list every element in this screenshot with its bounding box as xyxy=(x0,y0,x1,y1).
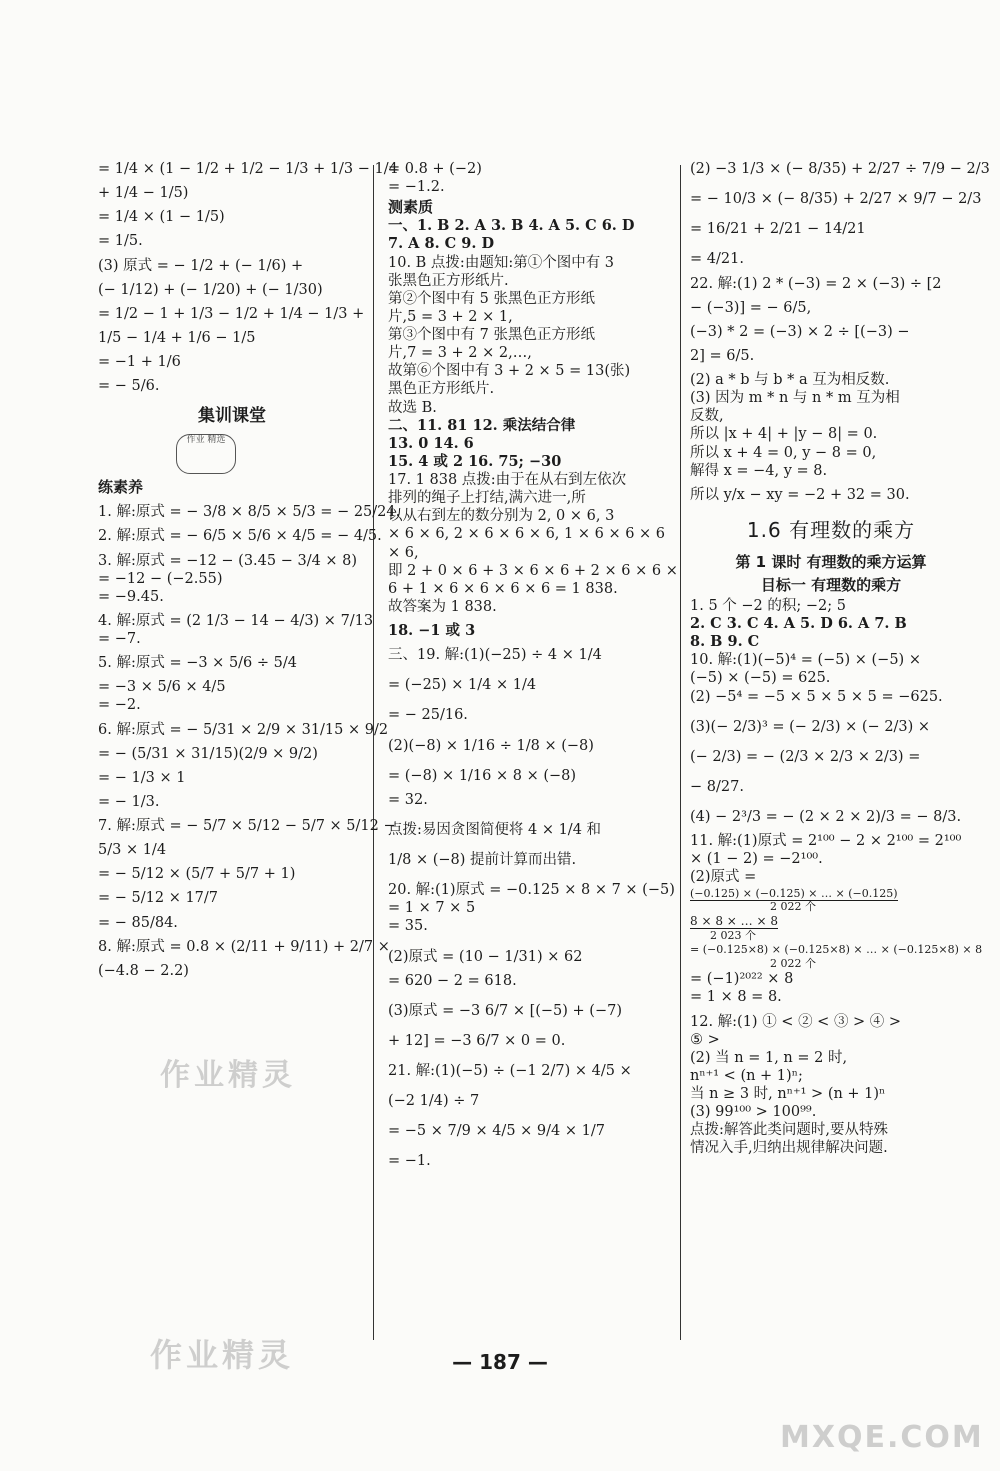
answer-line: 第③个图中有 7 张黑色正方形纸 xyxy=(388,327,595,343)
column-3 xyxy=(690,160,990,1361)
answer-line: = − 25/16. xyxy=(388,707,468,724)
answer-line: 1. 解:原式 = − 3/8 × 8/5 × 5/3 = − 25/24. xyxy=(98,504,401,521)
answer-line: (2) 当 n = 1, n = 2 时, xyxy=(690,1049,848,1066)
answer-line: = −5 × 7/9 × 4/5 × 9/4 × 1/7 xyxy=(388,1123,605,1140)
text-line: 1/5 − 1/4 + 1/6 − 1/5 xyxy=(98,329,256,346)
text-line: = −1 + 1/6 xyxy=(98,354,181,370)
answer-line: × (1 − 2) = −2¹⁰⁰. xyxy=(690,851,823,868)
answer-line: 第②个图中有 5 张黑色正方形纸 xyxy=(388,290,595,307)
answer-line: 6 + 1 × 6 × 6 × 6 × 6 = 1 838. xyxy=(388,580,618,597)
answer-line: (−2 1/4) ÷ 7 xyxy=(388,1093,480,1110)
answer-line: (3) 99¹⁰⁰ > 100⁹⁹. xyxy=(690,1104,817,1121)
lesson-heading: 第 1 课时 有理数的乘方运算 xyxy=(735,552,927,571)
answer-line: − 8/27. xyxy=(690,778,744,795)
answer-line: + 12] = −3 6/7 × 0 = 0. xyxy=(388,1032,566,1049)
answer-line: 21. 解:(1)(−5) ÷ (−1 2/7) × 4/5 × xyxy=(388,1063,632,1079)
text-line: = 1/4 × (1 − 1/5) xyxy=(98,209,225,226)
answer-line: 反数, xyxy=(690,408,724,425)
answer-line: = 1 × 7 × 5 xyxy=(388,900,476,917)
answer-line: nⁿ⁺¹ < (n + 1)ⁿ; xyxy=(690,1067,803,1084)
answer-line: × 6, xyxy=(388,544,419,561)
answer-line: (2) a * b 与 b * a 互为相反数. xyxy=(690,372,890,388)
column-divider-1 xyxy=(373,165,374,1340)
answer-line: 22. 解:(1) 2 * (−3) = 2 × (−3) ÷ [2 xyxy=(690,275,942,292)
answer-line: = −7. xyxy=(98,631,141,647)
answer-line: = −3 × 5/6 × 4/5 xyxy=(98,679,226,696)
answer-line: = (−0.125×8) × (−0.125×8) × … × (−0.125×8) × 8 xyxy=(690,942,983,956)
answer-line: = −12 − (−2.55) xyxy=(98,570,223,587)
answer-line: (3) 因为 m * n 与 n * m 互为相 xyxy=(690,390,900,407)
answer-line: (− 2/3) = − (2/3 × 2/3 × 2/3) = xyxy=(690,748,921,765)
answer-line: = − 10/3 × (− 8/35) + 2/27 × 9/7 − 2/3 xyxy=(690,191,982,208)
answer-line: 4. 解:原式 = (2 1/3 − 14 − 4/3) × 7/13 xyxy=(98,612,374,629)
answer-line: (3)(− 2/3)³ = (− 2/3) × (− 2/3) × xyxy=(690,718,931,735)
answer-line: 黑色正方形纸片. xyxy=(388,381,495,398)
answer-line: 当 n ≥ 3 时, nⁿ⁺¹ > (n + 1)ⁿ xyxy=(690,1086,886,1102)
answer-line: 排列的绳子上打结,满六进一,所 xyxy=(388,490,586,507)
answer-line: = 16/21 + 2/21 − 14/21 xyxy=(690,221,866,238)
answer-line: − (−3)] = − 6/5, xyxy=(690,299,812,316)
watermark: 作业精灵 xyxy=(150,1336,295,1374)
answer-line: (2)原式 = (10 − 1/31) × 62 xyxy=(388,948,583,965)
watermark: MXQE.COM xyxy=(780,1420,984,1455)
stamp-logo: 作业 精选 xyxy=(176,434,236,474)
answer-line: 13. 0 14. 6 xyxy=(388,434,474,452)
answer-line: = 4/21. xyxy=(690,251,744,268)
answer-line: 8. B 9. C xyxy=(690,633,760,651)
answer-line: 故第⑥个图中有 3 + 2 × 5 = 13(张) xyxy=(388,363,631,380)
answer-line: 以从右到左的数分别为 2, 0 × 6, 3 xyxy=(388,508,615,525)
answer-line: 8. 解:原式 = 0.8 × (2/11 + 9/11) + 2/7 × xyxy=(98,938,390,955)
text-line: = 1/2 − 1 + 1/3 − 1/2 + 1/4 − 1/3 + xyxy=(98,305,365,322)
answer-line: 故答案为 1 838. xyxy=(388,598,497,615)
answer-line: 5/3 × 1/4 xyxy=(98,842,167,859)
text-line: = 1/5. xyxy=(98,233,143,250)
answer-line: (2) −3 1/3 × (− 8/35) + 2/27 ÷ 7/9 − 2/3 xyxy=(690,161,990,177)
answer-line: 5. 解:原式 = −3 × 5/6 ÷ 5/4 xyxy=(98,655,297,672)
page-number: — 187 — xyxy=(452,1350,548,1374)
watermark: 作业精灵 xyxy=(160,1058,296,1093)
answer-line: = 32. xyxy=(388,791,428,808)
answer-line: 2. 解:原式 = − 6/5 × 5/6 × 4/5 = − 4/5. xyxy=(98,528,382,545)
answer-line: = − 85/84. xyxy=(98,914,178,931)
answer-line: 一、1. B 2. A 3. B 4. A 5. C 6. D xyxy=(388,217,635,235)
subsection-heading: 测素质 xyxy=(388,198,434,217)
answer-line: (2)(−8) × 1/16 ÷ 1/8 × (−8) xyxy=(388,737,594,754)
answer-line: = −1. xyxy=(388,1153,431,1170)
answer-line: = −2. xyxy=(98,697,141,714)
answer-line: = 35. xyxy=(388,918,428,935)
answer-line: (2)原式 = xyxy=(690,869,757,886)
answer-line: ⑤ > xyxy=(690,1031,720,1048)
answer-line: 2 022 个 xyxy=(770,956,816,970)
answer-line: 故选 B. xyxy=(388,399,437,416)
answer-line: 7. 解:原式 = − 5/7 × 5/12 − 5/7 × 5/12 − xyxy=(98,818,396,834)
text-line: (3) 原式 = − 1/2 + (− 1/6) + xyxy=(98,257,304,274)
answer-line: 所以 y/x − xy = −2 + 32 = 30. xyxy=(690,486,910,503)
answer-line: 8 × 8 × … × 8 xyxy=(690,914,778,928)
answer-line: 1/8 × (−8) 提前计算而出错. xyxy=(388,852,577,868)
answer-line: 所以 |x + 4| + |y − 8| = 0. xyxy=(690,426,878,443)
subsection-heading: 练素养 xyxy=(98,478,144,497)
answer-line: = 620 − 2 = 618. xyxy=(388,972,517,989)
answer-line: = (−8) × 1/16 × 8 × (−8) xyxy=(388,767,577,784)
answer-line: 即 2 + 0 × 6 + 3 × 6 × 6 + 2 × 6 × 6 × xyxy=(388,562,678,579)
answer-line: = − 5/12 × 17/7 xyxy=(98,890,219,907)
answer-line: = (−25) × 1/4 × 1/4 xyxy=(388,677,537,694)
answer-line: = − 1/3 × 1 xyxy=(98,769,186,786)
section-heading: 1.6 有理数的乘方 xyxy=(746,517,916,542)
answer-line: 情况入手,归纳出规律解决问题. xyxy=(690,1140,888,1157)
answer-line: 7. A 8. C 9. D xyxy=(388,235,495,253)
answer-line: 3. 解:原式 = −12 − (3.45 − 3/4 × 8) xyxy=(98,552,358,569)
answer-line: 三、19. 解:(1)(−25) ÷ 4 × 1/4 xyxy=(388,647,602,664)
answer-line: 20. 解:(1)原式 = −0.125 × 8 × 7 × (−5) xyxy=(388,882,675,899)
column-divider-2 xyxy=(680,165,681,1340)
answer-line: = − 1/3. xyxy=(98,793,160,810)
answer-line: 1. 5 个 −2 的积; −2; 5 xyxy=(690,597,846,614)
answer-line: 点拨:解答此类问题时,要从特殊 xyxy=(690,1122,888,1139)
answer-line: 18. −1 或 3 xyxy=(388,622,476,639)
text-line: + 1/4 − 1/5) xyxy=(98,185,189,202)
answer-line: 12. 解:(1) ① < ② < ③ > ④ > xyxy=(690,1013,902,1030)
answer-line: 所以 x + 4 = 0, y − 8 = 0, xyxy=(690,444,877,461)
answer-line: 10. 解:(1)(−5)⁴ = (−5) × (−5) × xyxy=(690,652,921,669)
answer-line: (4) − 2³/3 = − (2 × 2 × 2)/3 = − 8/3. xyxy=(690,809,962,825)
answer-line: 2] = 6/5. xyxy=(690,347,755,364)
answer-line: (−5) × (−5) = 625. xyxy=(690,670,831,687)
answer-line: (2) −5⁴ = −5 × 5 × 5 × 5 = −625. xyxy=(690,688,943,705)
answer-line: 10. B 点拨:由题知:第①个图中有 3 xyxy=(388,254,615,271)
answer-line: (−4.8 − 2.2) xyxy=(98,962,189,979)
answer-line: 二、11. 81 12. 乘法结合律 xyxy=(388,416,576,434)
answer-line: = −9.45. xyxy=(98,588,164,605)
column-2 xyxy=(388,160,678,1361)
text-line: = 0.8 + (−2) xyxy=(388,161,482,177)
answer-line: (3)原式 = −3 6/7 × [(−5) + (−7) xyxy=(388,1002,622,1019)
answer-line: 17. 1 838 点拨:由于在从右到左依次 xyxy=(388,472,627,488)
answer-line: (−3) * 2 = (−3) × 2 ÷ [(−3) − xyxy=(690,323,910,340)
answer-line: (−0.125) × (−0.125) × … × (−0.125) xyxy=(690,886,898,900)
answer-line: 6. 解:原式 = − 5/31 × 2/9 × 31/15 × 9/2 xyxy=(98,721,389,738)
answer-line: 2. C 3. C 4. A 5. D 6. A 7. B xyxy=(690,615,907,632)
answer-line: 15. 4 或 2 16. 75; −30 xyxy=(388,452,562,470)
answer-line: 2 023 个 xyxy=(710,929,756,942)
answer-line: = (−1)²⁰²² × 8 xyxy=(690,971,794,988)
text-line: = − 5/6. xyxy=(98,378,160,395)
column-1 xyxy=(98,160,401,1361)
answer-line: 片,7 = 3 + 2 × 2,…, xyxy=(388,345,532,362)
answer-line: 11. 解:(1)原式 = 2¹⁰⁰ − 2 × 2¹⁰⁰ = 2¹⁰⁰ xyxy=(690,833,962,850)
text-line: = −1.2. xyxy=(388,179,445,196)
text-line: (− 1/12) + (− 1/20) + (− 1/30) xyxy=(98,281,323,298)
goal-heading: 目标一 有理数的乘方 xyxy=(760,575,902,594)
answer-line: = − (5/31 × 31/15)(2/9 × 9/2) xyxy=(98,745,318,762)
section-title: 集训课堂 xyxy=(198,406,266,427)
text-line: = 1/4 × (1 − 1/2 + 1/2 − 1/3 + 1/3 − 1/4 xyxy=(98,161,398,177)
answer-line: 片,5 = 3 + 2 × 1, xyxy=(388,308,513,325)
answer-line: 2 022 个 xyxy=(770,900,816,914)
answer-line: 张黑色正方形纸片. xyxy=(388,272,509,289)
answer-line: 解得 x = −4, y = 8. xyxy=(690,462,828,479)
answer-line: 点拨:易因贪图简便将 4 × 1/4 和 xyxy=(388,821,602,838)
answer-line: = 1 × 8 = 8. xyxy=(690,989,782,1006)
answer-line: × 6 × 6, 2 × 6 × 6 × 6, 1 × 6 × 6 × 6 xyxy=(388,526,666,543)
answer-line: = − 5/12 × (5/7 + 5/7 + 1) xyxy=(98,866,296,883)
